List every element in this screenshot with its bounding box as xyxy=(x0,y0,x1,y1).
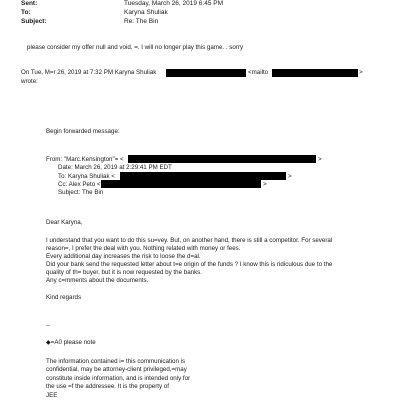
redaction-box xyxy=(128,155,316,163)
forward-begin: Begin forwarded message: xyxy=(46,128,120,135)
redaction-box xyxy=(101,180,261,188)
subject-label: Subject: xyxy=(21,18,47,25)
quote-end: > xyxy=(359,69,363,76)
redaction-box xyxy=(272,69,358,77)
forward-subject: Subject: The Bin xyxy=(58,189,104,196)
redaction-box xyxy=(120,172,286,180)
please-note: ◆=A0 please note xyxy=(46,339,96,346)
to-label: To: xyxy=(21,9,31,16)
closing: Kind regards xyxy=(46,294,82,301)
subject-value: Re: The Bin xyxy=(124,18,159,25)
reply-line: please consider my offer null and void. =. I will no longer play this game. . sorry xyxy=(27,44,244,51)
signature-dashes: -- xyxy=(46,322,51,329)
forward-date: Date: March 26, 2019 at 2:29:41 PM EDT xyxy=(58,164,172,171)
disclaimer-line: the use =f the addressee. It is the property of xyxy=(46,383,169,390)
body-line: reason=, I prefer the deal with you. Nothing related with money or fees. xyxy=(46,245,241,252)
disclaimer-line: JEE xyxy=(46,392,58,399)
forward-from-end: > xyxy=(318,156,322,163)
body-line: quality of th= buyer, but it is now requested by the banks. xyxy=(46,269,202,276)
body-line: Every additional day increases the risk to loose the d=al. xyxy=(46,253,201,260)
sent-label: Sent: xyxy=(21,0,38,7)
forward-from: From: "Marc.Kensington"= < xyxy=(46,156,124,163)
forward-to-end: > xyxy=(288,173,292,180)
sent-value: Tuesday, March 26, 2019 6:45 PM xyxy=(124,0,223,7)
disclaimer-line: confidential, may be attorney-client privileged,=may xyxy=(46,366,187,373)
quote-wrote: wrote: xyxy=(21,78,38,85)
to-value: Karyna Shuliak xyxy=(124,9,168,16)
forward-to: To: Karyna Shuliak < xyxy=(58,173,115,180)
forward-cc-end: > xyxy=(263,181,267,188)
body-line: I understand that you want to do this su=vey. But, on another hand, there is still a competitor. For several xyxy=(46,237,333,244)
disclaimer-line: The information contained i= this communication is xyxy=(46,358,186,365)
body-line: Did your bank send the requested letter about t=e origin of the funds ? I know this is ridiculous due to the xyxy=(46,261,333,268)
greeting: Dear Karyna, xyxy=(46,219,83,226)
disclaimer-line: constitute inside information, and is intended only for xyxy=(46,375,191,382)
forward-cc: Cc: Alex Peto < xyxy=(58,181,101,188)
quote-mailto: <mailto xyxy=(248,69,269,76)
body-line: Any c=mments about the documents. xyxy=(46,277,149,284)
quote-header-line1: On Tue, M=r 26, 2019 at 7:32 PM Karyna Shuliak xyxy=(21,69,157,76)
redaction-box xyxy=(166,69,246,77)
